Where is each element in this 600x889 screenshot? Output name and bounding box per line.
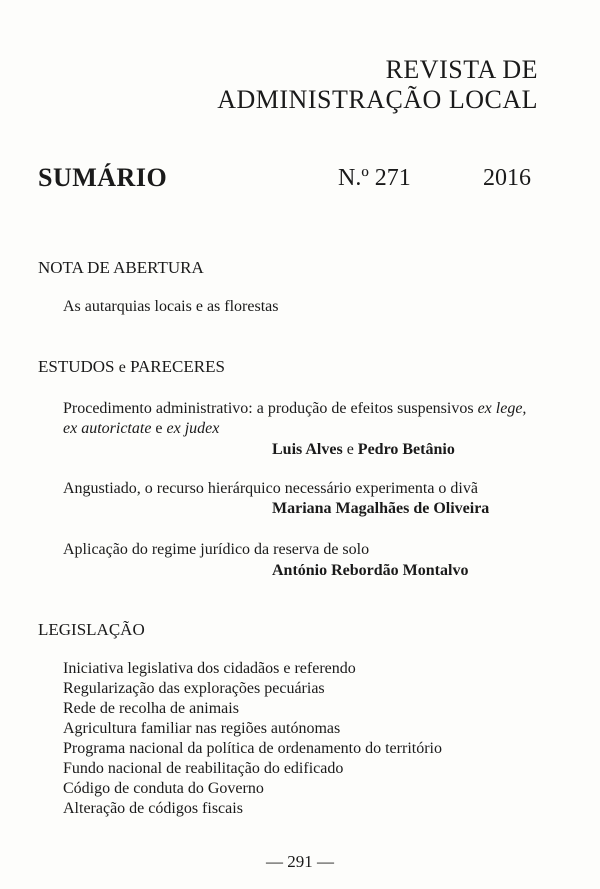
issue-year: 2016 <box>483 165 531 191</box>
legislation-item: Fundo nacional de reabilitação do edificado <box>63 760 344 777</box>
legislation-item: Agricultura familiar nas regiões autónomas <box>63 720 341 737</box>
article-1-title-e: ex judex <box>166 420 220 437</box>
issue-number: N.º 271 <box>338 165 411 191</box>
toc-entry-nota: As autarquias locais e as florestas <box>63 298 279 315</box>
journal-title-line1: REVISTA DE <box>385 55 538 84</box>
toc-entry-article-2: Angustiado, o recurso hierárquico necessário experimenta o divã <box>63 480 478 497</box>
toc-entry-article-1-line1 <box>63 400 526 418</box>
legislation-item: Regularização das explorações pecuárias <box>63 680 325 697</box>
legislation-item: Alteração de códigos fiscais <box>63 800 243 817</box>
article-1-title-c: ex autorictate <box>63 420 152 437</box>
toc-entry-article-1-line2 <box>63 420 219 438</box>
toc-entry-article-3: Aplicação do regime jurídico da reserva de solo <box>63 541 370 558</box>
journal-title <box>217 55 538 115</box>
toc-author-article-3: António Rebordão Montalvo <box>272 562 469 579</box>
legislation-item: Iniciativa legislativa dos cidadãos e referendo <box>63 660 356 677</box>
article-1-author-b: Pedro Betânio <box>357 441 455 458</box>
article-1-author-conj: e <box>342 441 358 458</box>
article-1-title-b: ex lege, <box>477 400 527 417</box>
legislation-item: Código de conduta do Governo <box>63 780 264 797</box>
page-number: — 291 — <box>266 852 334 871</box>
section-heading-estudos-part1: ESTUDOS <box>38 357 115 376</box>
section-heading-estudos-part2: PARECERES <box>130 357 225 376</box>
toc-author-article-1 <box>272 441 455 459</box>
article-1-title-a: Procedimento administrativo: a produção de efeitos suspensivos <box>63 400 478 417</box>
article-1-author-a: Luis Alves <box>272 441 343 458</box>
section-heading-estudos <box>38 357 225 377</box>
toc-author-article-2: Mariana Magalhães de Oliveira <box>272 500 490 517</box>
section-heading-estudos-conj: e <box>118 359 126 376</box>
journal-title-line2: ADMINISTRAÇÃO LOCAL <box>217 85 538 114</box>
legislation-item: Programa nacional da política de ordenamento do território <box>63 740 442 757</box>
article-1-title-d: e <box>151 420 167 437</box>
section-heading-legislacao: LEGISLAÇÃO <box>38 620 145 639</box>
legislation-item: Rede de recolha de animais <box>63 700 239 717</box>
section-heading-nota: NOTA DE ABERTURA <box>38 258 204 277</box>
summary-heading: SUMÁRIO <box>38 163 168 192</box>
